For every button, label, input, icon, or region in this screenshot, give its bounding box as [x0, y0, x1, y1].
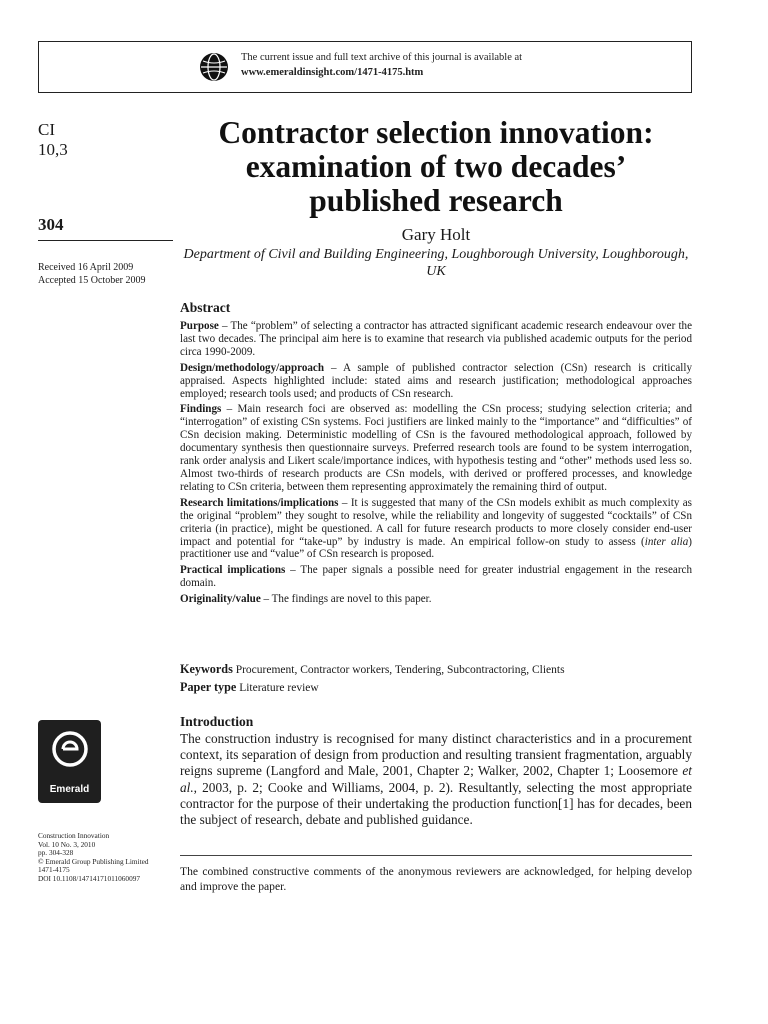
findings-text: – Main research foci are observed as: modelling the CSn process; studying selection criteria; and “interrogation” of existing CSn systems. Foci justifiers are linked mainly to the “importance” and “difficulties” of CSn decision making. Deterministic modelling of CSn is the favoured methodological approach, followed by documentary synthesis then questionnaire surveys. Preferred research tools are found to be system interrogation, rank order analysis and Likert scale/importance indices, with hypothesis testing and “other” methods used less so. Almost two-thirds of research products are CSn models, with derived or proffered processes, and knowledge relating to CSn criteria, between them representing approximately the remaining third of output. — [180, 403, 692, 493]
introduction-heading: Introduction — [180, 714, 254, 729]
emerald-logo — [38, 720, 101, 803]
emerald-logo-text: Emerald — [49, 784, 90, 795]
acknowledgement-note: The combined constructive comments of the anonymous reviewers are acknowledged, for helping develop and improve the paper. — [180, 865, 692, 893]
purpose-label: Purpose — [180, 320, 219, 332]
accepted-date: Accepted 15 October 2009 — [38, 275, 146, 286]
abstract-design — [180, 362, 692, 401]
purpose-text: – The “problem” of selecting a contractor has attracted significant academic research endeavour over the last two decades. The principal aim here is to examine that research via published academic outputs for the period circa 1990-2009. — [180, 320, 692, 358]
imprint-line: pp. 304-328 — [38, 848, 74, 858]
author-name: Gary Holt — [401, 225, 471, 244]
limitations-label: Research limitations/implications — [180, 496, 339, 509]
page-number-rule — [38, 240, 173, 241]
design-text: – A sample of published contractor selection (CSn) research is critically appraised. Aspects highlighted include: stated aims and research justification; methodological approaches employed; research tools used; and products of CSn research. — [180, 361, 692, 400]
intro-italic: et al. — [180, 763, 692, 795]
article-dates — [38, 261, 173, 287]
journal-citation — [38, 120, 173, 160]
footnote-rule — [180, 855, 692, 856]
keywords-text: Procurement, Contractor workers, Tendering, Subcontractoring, Clients — [232, 664, 565, 676]
imprint-line: Vol. 10 No. 3, 2010 — [38, 839, 96, 849]
limitations-text-2: ) practitioner use and “value” of CSn research is proposed. — [180, 535, 692, 561]
author-affiliation: Department of Civil and Building Engineering, Loughborough University, Loughborough, UK — [183, 247, 689, 279]
practical-label: Practical implications — [180, 564, 286, 577]
keywords-label: Keywords — [180, 662, 233, 676]
abstract-findings — [180, 403, 692, 493]
limitations-italic: inter alia — [644, 535, 689, 548]
journal-abbrev: CI — [38, 120, 55, 139]
limitations-text-1: – It is suggested that many of the CSn models exhibit as much complexity as the original “problem” they sought to resolve, while the reliability and longevity of suggested “cocktails” of CSn criteria (in practice), might be questioned. A call for future research products to more closely consider end-user impact and potential for “take-up” by industry is made. An empirical follow-on study to assess ( — [180, 496, 692, 548]
article-title: Contractor selection innovation: examination of two decades’ published research — [218, 115, 654, 218]
paper-type-label: Paper type — [180, 680, 237, 694]
abstract-originality — [180, 593, 692, 606]
received-date: Received 16 April 2009 — [38, 262, 134, 273]
paper-type-row — [180, 680, 319, 695]
imprint-line: 1471-4175 — [38, 865, 70, 875]
design-label: Design/methodology/approach — [180, 361, 325, 374]
originality-label: Originality/value — [180, 593, 261, 606]
abstract-purpose — [180, 320, 692, 359]
abstract-limitations — [180, 497, 692, 562]
keywords-row — [180, 662, 565, 677]
abstract-body — [180, 320, 692, 609]
page-number: 304 — [38, 215, 64, 234]
emerald-logo-icon — [49, 728, 91, 770]
volume-issue: 10,3 — [38, 140, 68, 159]
globe-icon — [199, 52, 229, 82]
abstract-heading: Abstract — [180, 300, 231, 315]
intro-text-1: The construction industry is recognised for many distinct characteristics and in a procurement context, its separation of design from production and resulting transient fragmentation, arguably reigns supreme (Langford and Male, 2001, Chapter 2; Walker, 2002, Chapter 1; Loosemore — [180, 731, 692, 779]
publisher-imprint — [38, 832, 178, 884]
findings-label: Findings — [180, 403, 222, 416]
originality-text: – The findings are novel to this paper. — [260, 593, 432, 606]
abstract-practical — [180, 564, 692, 590]
imprint-line: DOI 10.1108/14714171011060097 — [38, 873, 141, 883]
intro-text-2: , 2003, p. 2; Cooke and Williams, 2004, p. 2). Resultantly, selecting the most appropriate contractor for the purpose of their undertaking the production function[1] has for decades, been the subject of research, debate and published guidance. — [180, 779, 692, 828]
archive-notice: The current issue and full text archive of this journal is available at — [241, 52, 523, 63]
imprint-line: © Emerald Group Publishing Limited — [38, 856, 149, 866]
imprint-line: Construction Innovation — [38, 831, 110, 840]
introduction-body — [180, 731, 692, 828]
journal-availability-box — [38, 41, 692, 93]
practical-text: – The paper signals a possible need for greater industrial engagement in the research domain. — [180, 564, 692, 590]
paper-type-text: Literature review — [236, 682, 319, 694]
journal-url-link[interactable]: www.emeraldinsight.com/1471-4175.htm — [241, 67, 424, 78]
